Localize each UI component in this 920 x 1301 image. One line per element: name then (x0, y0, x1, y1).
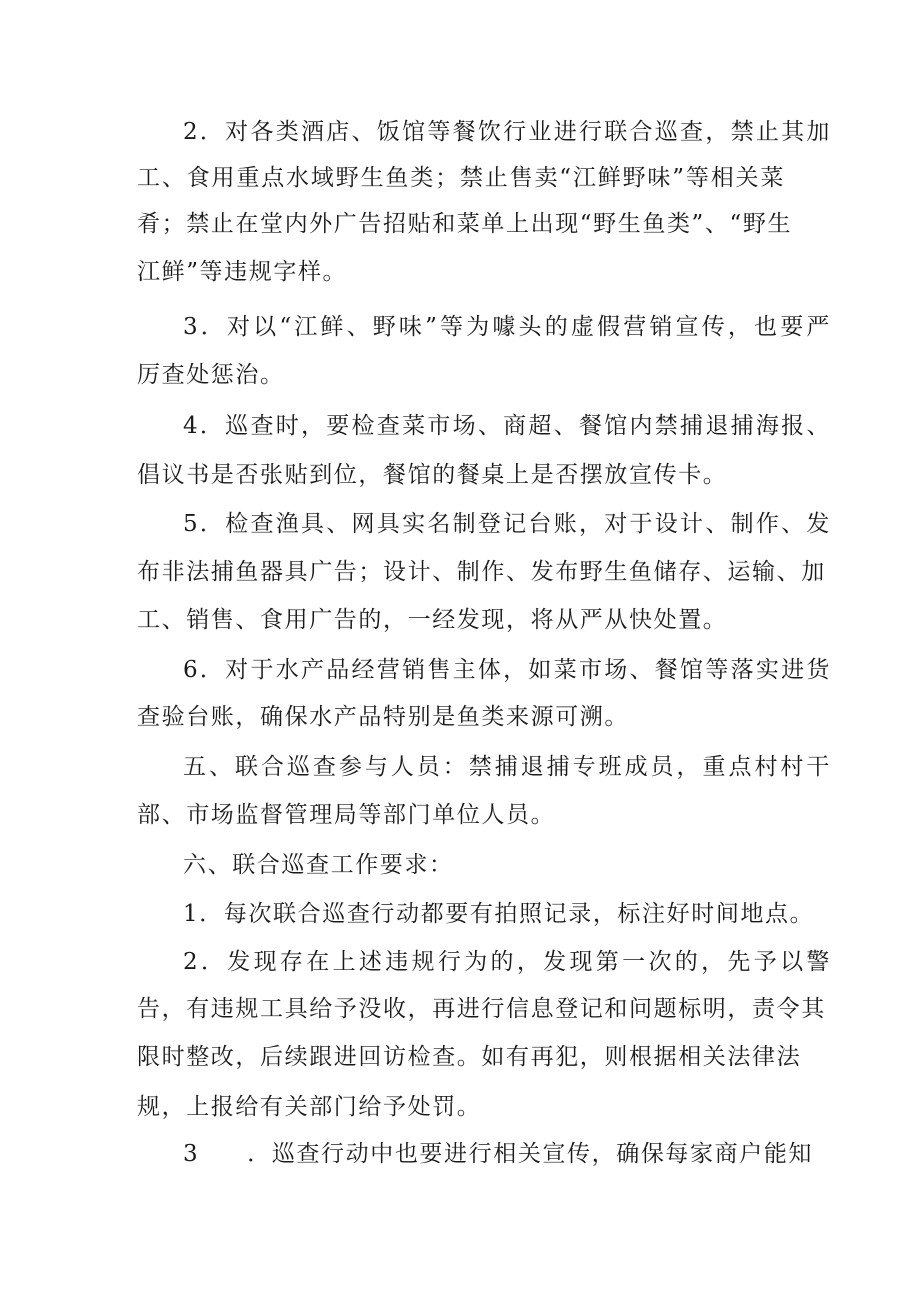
paragraph-line: 2．发现存在上述违规行为的，发现第一次的，先予以警 (183, 949, 831, 975)
paragraph-line: 部、市场监督管理局等部门单位人员。 (137, 802, 556, 828)
paragraph-line: 告，有违规工具给予没收，再进行信息登记和问题标明，责令其 (137, 996, 826, 1022)
paragraph-line: 工、销售、食用广告的，一经发现，将从严从快处置。 (137, 607, 728, 633)
paragraph-line: 江鲜”等违规字样。 (137, 259, 348, 285)
paragraph-line: 布非法捕鱼器具广告；设计、制作、发布野生鱼储存、运输、加 (137, 559, 826, 585)
paragraph-line: 4．巡查时，要检查菜市场、商超、餐馆内禁捕退捕海报、 (183, 413, 831, 439)
paragraph-line: 肴；禁止在堂内外广告招贴和菜单上出现“野生鱼类”、“野生 (137, 211, 793, 237)
paragraph-line: 2．对各类酒店、饭馆等餐饮行业进行联合巡查，禁止其加 (183, 119, 831, 145)
item-text: ．巡查行动中也要进行相关宣传，确保每家商户能知 (247, 1141, 814, 1167)
paragraph-line: 五、联合巡查参与人员：禁捕退捕专班成员，重点村村干 (183, 754, 831, 780)
item-number: 3 (183, 1141, 200, 1167)
paragraph-line: 1．每次联合巡查行动都要有拍照记录，标注好时间地点。 (183, 901, 815, 927)
paragraph-line: 厉查处惩治。 (137, 362, 285, 388)
paragraph-line: 限时整改，后续跟进回访检查。如有再犯，则根据相关法律法 (137, 1044, 802, 1070)
paragraph-line: 5．检查渔具、网具实名制登记台账，对于设计、制作、发 (183, 511, 831, 537)
paragraph-line: 规，上报给有关部门给予处罚。 (137, 1094, 482, 1120)
paragraph-line: 3．对以“江鲜、野味”等为噱头的虚假营销宣传，也要严 (183, 314, 831, 340)
paragraph-line: 工、食用重点水域野生鱼类；禁止售卖“江鲜野味”等相关菜 (137, 165, 785, 191)
paragraph-line: 查验台账，确保水产品特别是鱼类来源可溯。 (137, 704, 629, 730)
paragraph-line: 6．对于水产品经营销售主体，如菜市场、餐馆等落实进货 (183, 657, 831, 683)
section-heading: 六、联合巡查工作要求： (183, 852, 454, 878)
paragraph-line (183, 1139, 813, 1169)
paragraph-line: 倡议书是否张贴到位，餐馆的餐桌上是否摆放宣传卡。 (137, 462, 728, 488)
